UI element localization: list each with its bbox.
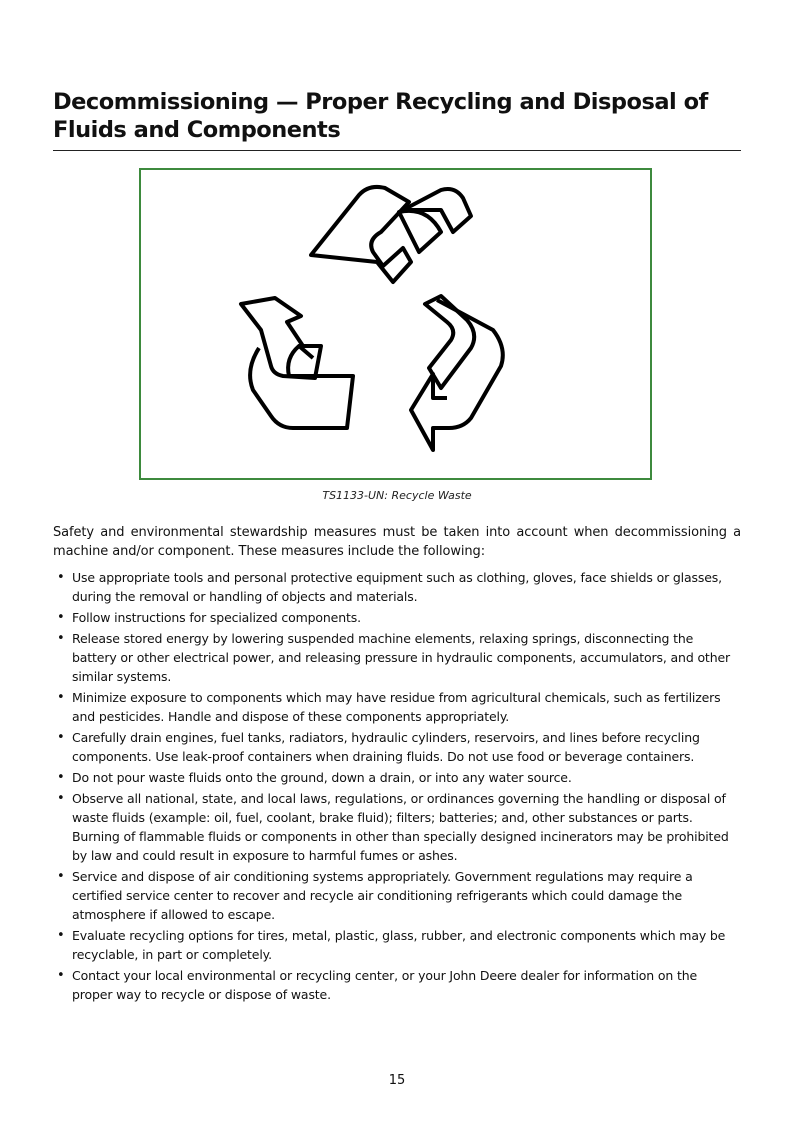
intro-paragraph: Safety and environmental stewardship measures must be taken into account when decommissioning a machine and/or component. These measures include the following:	[53, 525, 741, 559]
page-title: Decommissioning — Proper Recycling and Disposal of Fluids and Components	[53, 89, 708, 143]
list-item: • Minimize exposure to components which may have residue from agricultural chemicals, such as fertilizers and pesticides. Handle and dispose of these components appropriately.	[57, 690, 721, 724]
bullet-icon: •	[57, 968, 65, 983]
list-item: • Follow instructions for specialized components.	[57, 610, 361, 625]
list-item: • Evaluate recycling options for tires, metal, plastic, glass, rubber, and electronic components which may be recyclable, in part or completely.	[57, 928, 726, 962]
list-item: • Observe all national, state, and local laws, regulations, or ordinances governing the handling or disposal of waste fluids (example: oil, fuel, coolant, brake fluid); filters; batteries; and, other substances or parts. Burning of flammable fluids or components in other than specially designed incinerators may be prohibited by law and could result in exposure to harmful fumes or ashes.	[57, 791, 729, 863]
bullet-icon: •	[57, 631, 65, 646]
list-item: • Release stored energy by lowering suspended machine elements, relaxing springs, disconnecting the battery or other electrical power, and releasing pressure in hydraulic components, accumulators, and other similar systems.	[57, 631, 730, 684]
figure-caption: TS1133-UN: Recycle Waste	[322, 489, 472, 502]
bullet-icon: •	[57, 610, 65, 625]
list-item: • Service and dispose of air conditioning systems appropriately. Government regulations may require a certified service center to recover and recycle air conditioning refrigerants which could damage the atmosphere if allowed to escape.	[57, 869, 693, 922]
measures-list	[53, 568, 741, 1006]
figure-frame	[139, 168, 652, 480]
bullet-icon: •	[57, 770, 65, 785]
list-item: • Use appropriate tools and personal protective equipment such as clothing, gloves, face shields or glasses, during the removal or handling of objects and materials.	[57, 570, 722, 604]
title-divider	[53, 150, 741, 151]
bullet-icon: •	[57, 690, 65, 705]
list-item: • Carefully drain engines, fuel tanks, radiators, hydraulic cylinders, reservoirs, and lines before recycling components. Use leak-proof containers when draining fluids. Do not use food or beverage containers.	[57, 730, 700, 764]
bullet-icon: •	[57, 869, 65, 884]
bullet-icon: •	[57, 928, 65, 943]
bullet-icon: •	[57, 730, 65, 745]
bullet-icon: •	[57, 570, 65, 585]
page-number: 15	[388, 1073, 406, 1088]
list-item: • Do not pour waste fluids onto the ground, down a drain, or into any water source.	[57, 770, 572, 785]
list-item: • Contact your local environmental or recycling center, or your John Deere dealer for information on the proper way to recycle or dispose of waste.	[57, 968, 698, 1002]
recycle-symbol-icon	[141, 170, 650, 478]
bullet-icon: •	[57, 791, 65, 806]
